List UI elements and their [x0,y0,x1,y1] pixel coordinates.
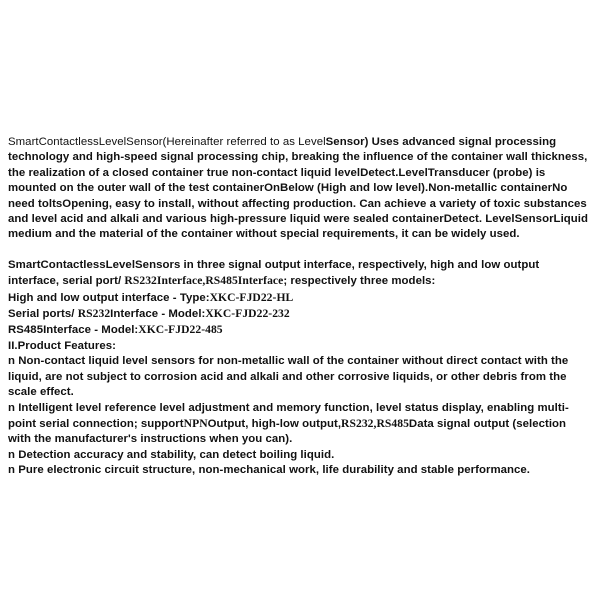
paragraph-gap [8,243,592,258]
feature2-text-e: Data signal output (selection with the manufacturer's instructions when you can). [8,417,567,446]
model-line-232 [8,306,592,322]
intro-sensor-word: Sensor) [325,136,369,148]
features-heading: II.Product Features: [8,339,116,352]
interface-text-c: ; respectively three models: [283,275,436,288]
intro-paragraph [8,135,592,243]
intro-rest: Uses advanced signal processing technology and high-speed signal processing chip, breaking the influence of the container wall thickness, the realization of a closed container true non-contact liquid levelDetect.LevelTransducer (probe) is mounted on the outer wall of the test containerOnBelow (High and low level).Non-metallic containerNo need toltsOpening, easy to install, without affecting production. Can achieve a variety of toxic substances and level acid and alkali and various high-pressure liquid were sealed containerDetect. LevelSensorLiquid medium and the material of the container without special requirements, it can be widely used. [8,136,589,241]
document-body [8,135,592,479]
model-232-mid: Interface - Model: [110,308,206,321]
feature2-text-c: Output, high-low output, [207,417,342,430]
interface-text-b: RS232Interface,RS485Interface [124,274,284,288]
model-line-hl [8,290,592,306]
model-hl-prefix: High and low output interface - Type: [8,291,210,304]
feature-item-3: n Detection accuracy and stability, can detect boiling liquid. [8,448,335,461]
feature-item-4: n Pure electronic circuit structure, non-mechanical work, life durability and stable performance. [8,464,530,477]
intro-text: SmartContactlessLevelSensor(Hereinafter referred to as Level [8,136,326,148]
interface-paragraph [8,258,592,290]
model-232-code-a: RS232 [77,307,111,321]
model-line-485 [8,322,592,338]
feature-item-1: n Non-contact liquid level sensors for non-metallic wall of the container without direct contact with the liquid, are not subject to corrosion acid and alkali and other corrosive liquids, or other debris from the scale effect. [8,355,569,399]
model-485-prefix: RS485Interface - Model: [8,324,139,337]
model-232-code: XKC-FJD22-232 [205,307,290,321]
feature2-text-a: n Intelligent level reference level adjustment and memory function, level status display, enabling multi-point serial connection; support [8,401,569,430]
feature2-text-b: NPN [183,416,208,430]
feature2-text-d: RS232,RS485 [341,416,409,430]
model-232-prefix: Serial ports/ [8,308,78,321]
feature-item-2 [8,401,592,448]
interface-text-a: SmartContactlessLevelSensors in three signal output interface, respectively, high and low output interface, serial port/ [8,258,540,288]
model-hl-code: XKC-FJD22-HL [209,290,294,304]
model-485-code: XKC-FJD22-485 [138,323,223,337]
